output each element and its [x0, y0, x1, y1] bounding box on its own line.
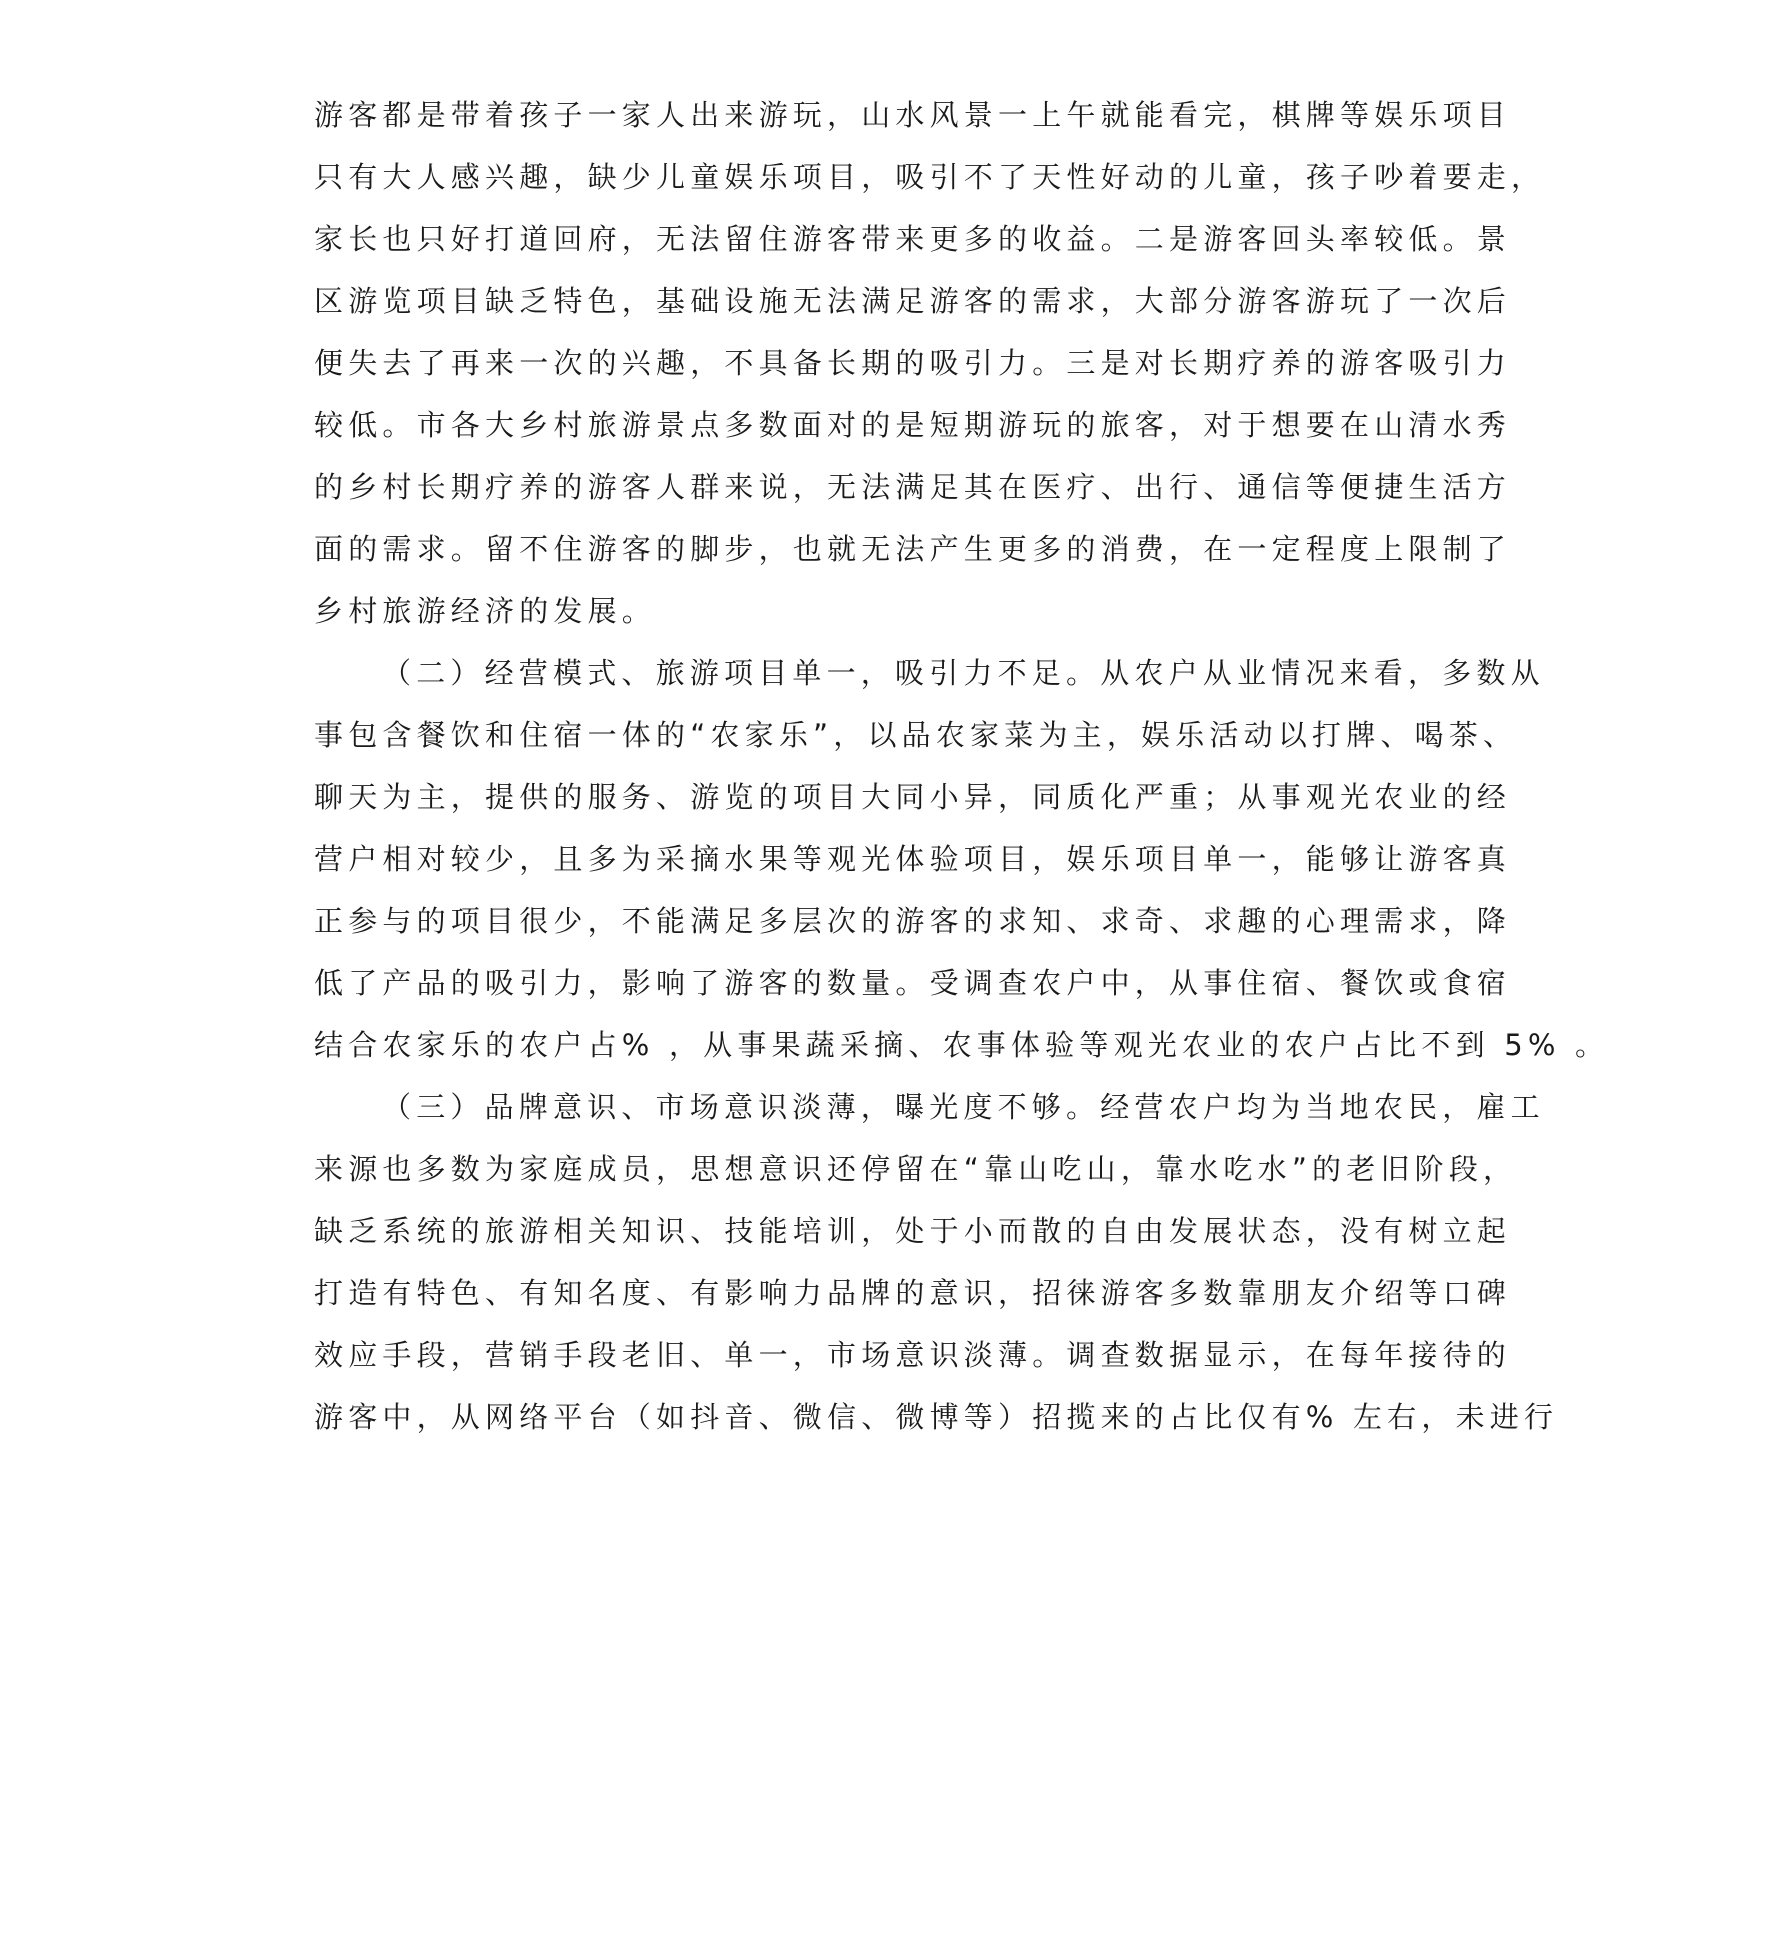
text-line: 缺乏系统的旅游相关知识、技能培训，处于小而散的自由发展状态，没有树立起: [314, 1214, 1512, 1248]
text-line: 聊天为主，提供的服务、游览的项目大同小异，同质化严重；从事观光农业的经: [314, 780, 1512, 814]
text-line: 便失去了再来一次的兴趣，不具备长期的吸引力。三是对长期疗养的游客吸引力: [314, 346, 1512, 380]
text-line: 只有大人感兴趣，缺少儿童娱乐项目，吸引不了天性好动的儿童，孩子吵着要走，: [314, 160, 1546, 194]
text-line: 的乡村长期疗养的游客人群来说，无法满足其在医疗、出行、通信等便捷生活方: [314, 470, 1512, 504]
text-line: 低了产品的吸引力，影响了游客的数量。受调查农户中，从事住宿、餐饮或食宿: [314, 966, 1512, 1000]
text-line: 营户相对较少，且多为采摘水果等观光体验项目，娱乐项目单一，能够让游客真: [314, 842, 1512, 876]
text-line: 结合农家乐的农户占% ，从事果蔬采摘、农事体验等观光农业的农户占比不到 5% 。: [314, 1028, 1610, 1062]
text-line: 来源也多数为家庭成员，思想意识还停留在“靠山吃山，靠水吃水”的老旧阶段，: [314, 1152, 1518, 1186]
text-line: 区游览项目缺乏特色，基础设施无法满足游客的需求，大部分游客游玩了一次后: [314, 284, 1512, 318]
text-line: 乡村旅游经济的发展。: [314, 594, 657, 628]
text-line: 家长也只好打道回府，无法留住游客带来更多的收益。二是游客回头率较低。景: [314, 222, 1512, 256]
text-line: 游客都是带着孩子一家人出来游玩，山水风景一上午就能看完，棋牌等娱乐项目: [314, 98, 1512, 132]
text-line: 打造有特色、有知名度、有影响力品牌的意识，招徕游客多数靠朋友介绍等口碑: [314, 1276, 1512, 1310]
paragraph-start-line: （三）品牌意识、市场意识淡薄，曝光度不够。经营农户均为当地农民，雇工: [382, 1090, 1545, 1124]
text-line: 事包含餐饮和住宿一体的“农家乐”，以品农家菜为主，娱乐活动以打牌、喝茶、: [314, 718, 1518, 752]
text-line: 面的需求。留不住游客的脚步，也就无法产生更多的消费，在一定程度上限制了: [314, 532, 1512, 566]
text-line: 游客中，从网络平台（如抖音、微信、微博等）招揽来的占比仅有% 左右，未进行: [314, 1400, 1559, 1434]
text-line: 较低。市各大乡村旅游景点多数面对的是短期游玩的旅客，对于想要在山清水秀: [314, 408, 1512, 442]
text-line: 正参与的项目很少，不能满足多层次的游客的求知、求奇、求趣的心理需求，降: [314, 904, 1512, 938]
body-text: [314, 84, 1610, 1448]
text-line: 效应手段，营销手段老旧、单一，市场意识淡薄。调查数据显示，在每年接待的: [314, 1338, 1512, 1372]
paragraph-start-line: （二）经营模式、旅游项目单一，吸引力不足。从农户从业情况来看，多数从: [382, 656, 1545, 690]
